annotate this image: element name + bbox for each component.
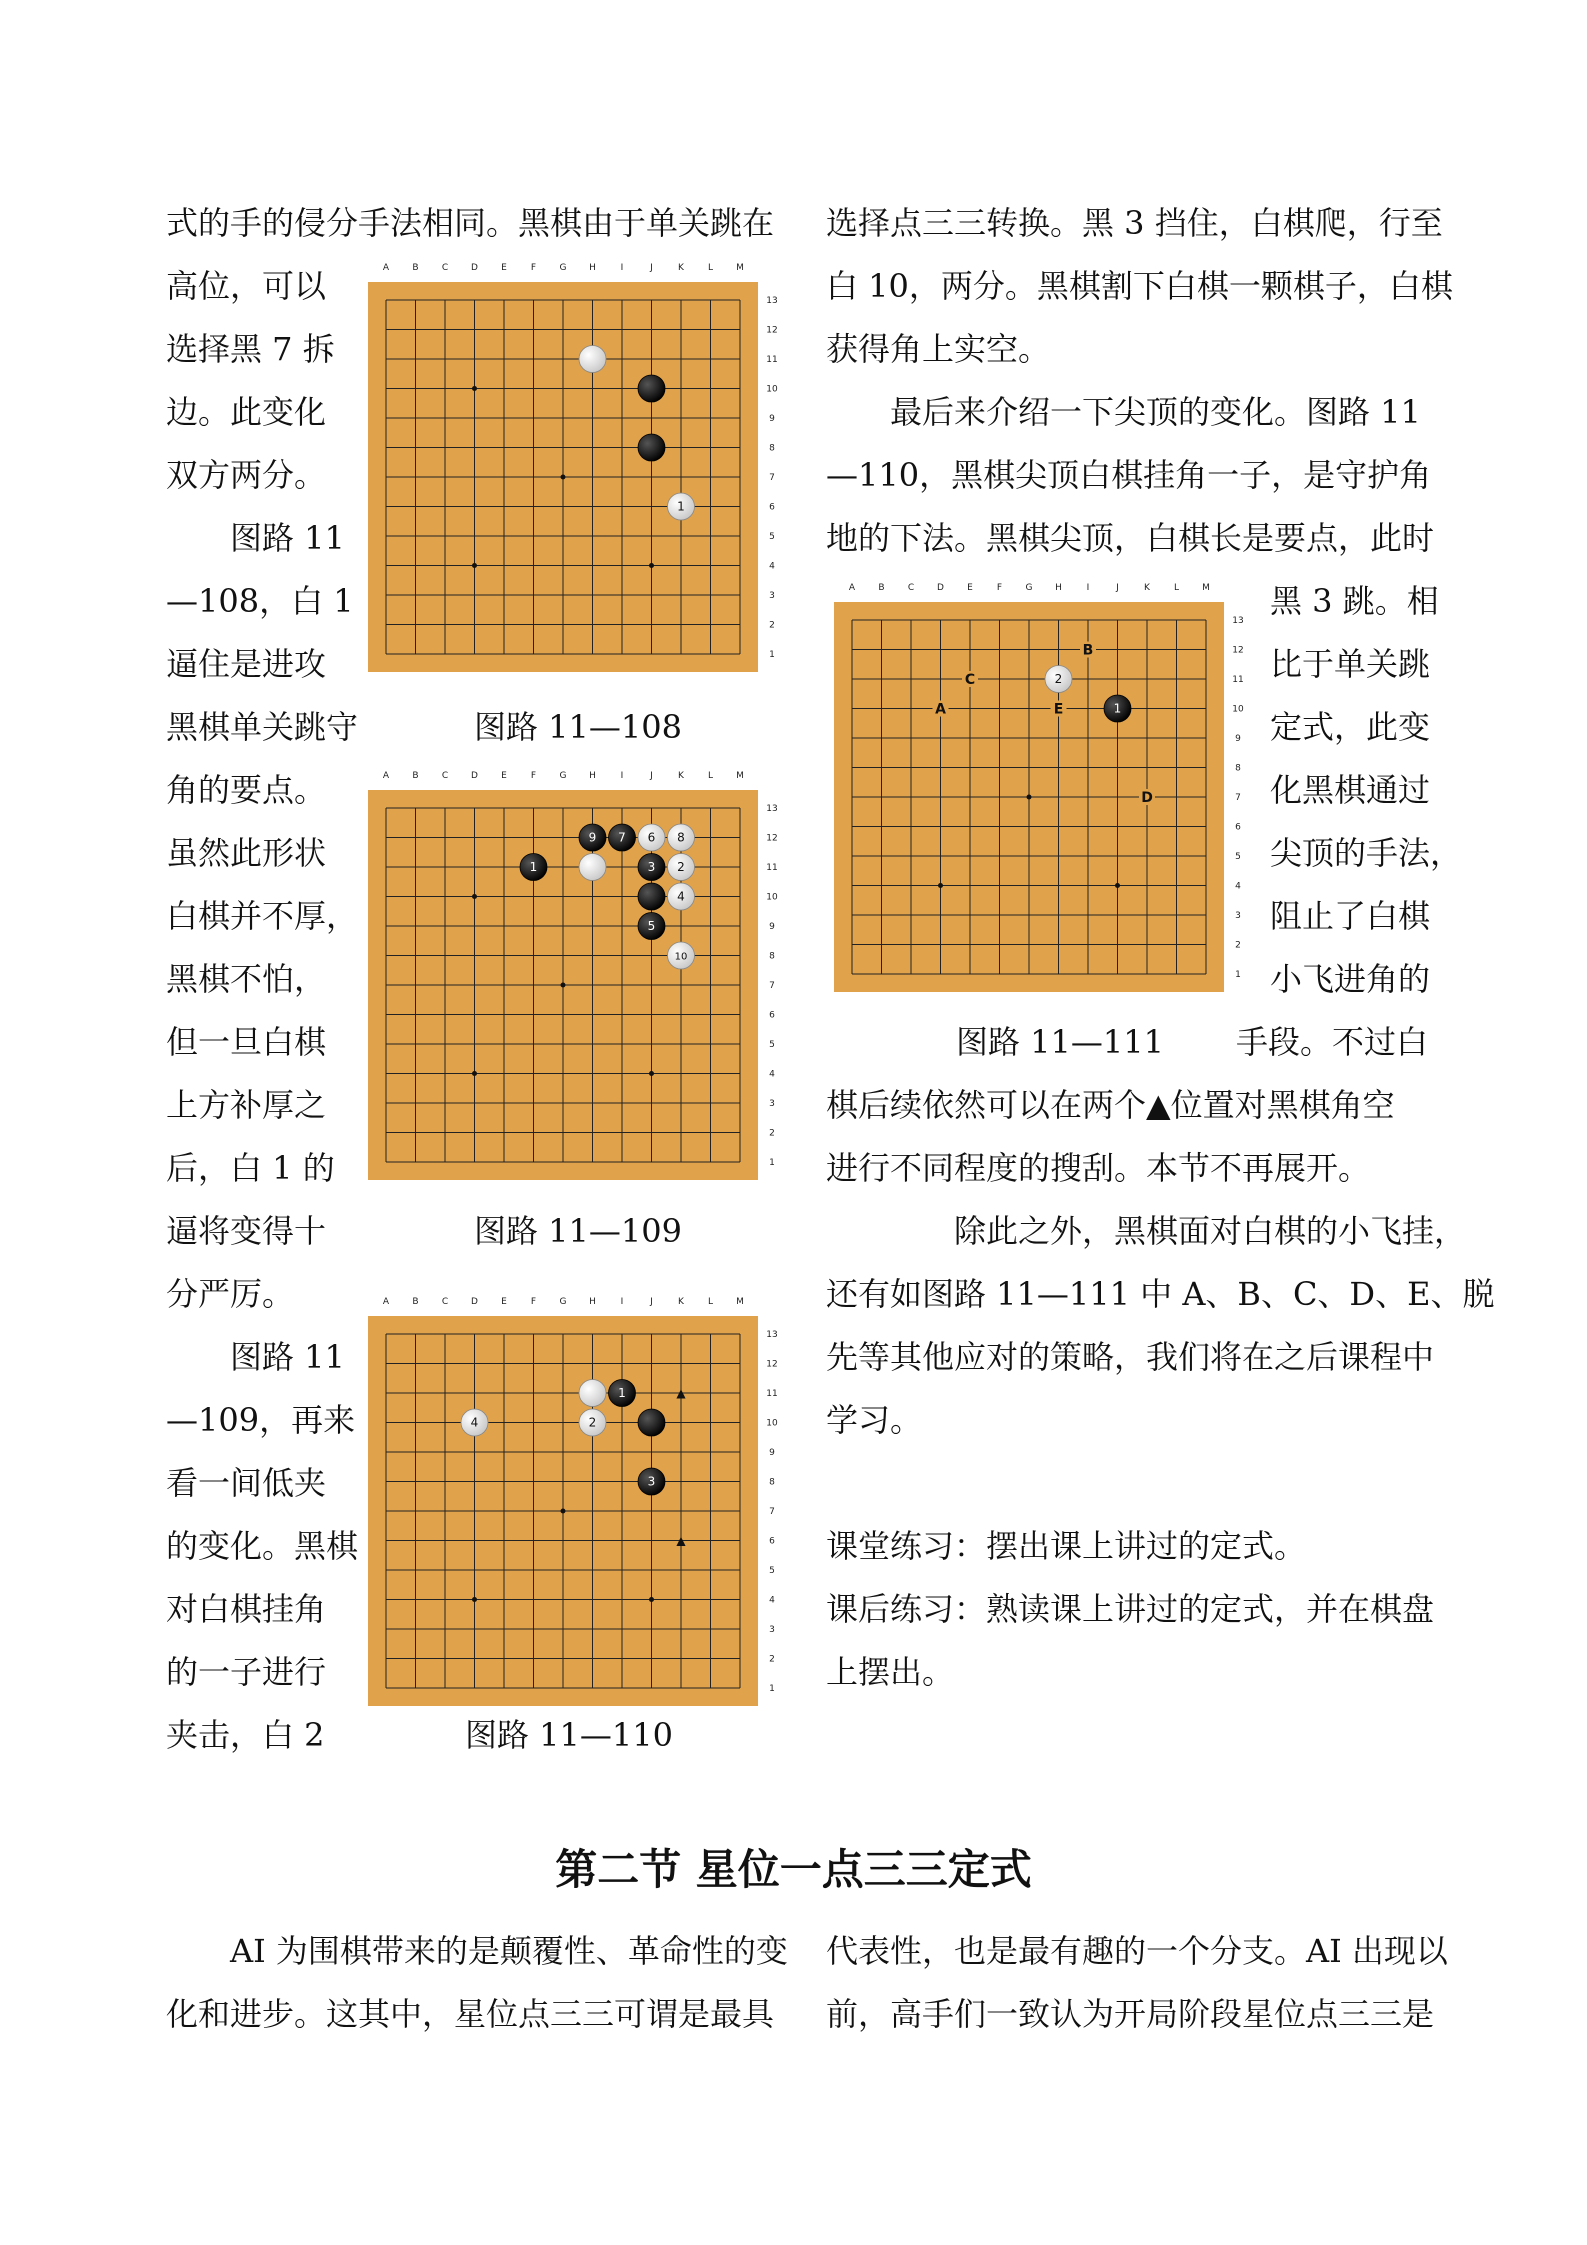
column-label: B — [878, 583, 885, 593]
board-svg — [364, 256, 794, 676]
star-point — [561, 983, 566, 988]
column-label: K — [678, 771, 684, 781]
stone-label: 10 — [674, 951, 688, 963]
text-line: 黑棋不怕， — [166, 960, 327, 998]
column-label: I — [1086, 583, 1090, 593]
text-line: 的一子进行 — [166, 1653, 327, 1691]
row-label: 10 — [766, 892, 778, 903]
star-point — [561, 475, 566, 480]
row-label: 11 — [766, 355, 778, 365]
go-board-fig109 — [364, 764, 794, 1184]
row-label: 3 — [769, 591, 775, 601]
text-line: —110，黑棋尖顶白棋挂角一子，是守护角 — [826, 456, 1432, 494]
column-label: J — [1116, 583, 1119, 593]
column-label: F — [530, 1297, 537, 1307]
text-line: 小飞进角的 — [1270, 960, 1431, 998]
row-label: 13 — [766, 804, 778, 814]
text-line: 看一间低夹 — [166, 1464, 327, 1502]
stone-label: 1 — [677, 499, 685, 514]
column-label: F — [530, 771, 537, 781]
text-line: 阻止了白棋 — [1270, 897, 1431, 935]
column-label: G — [559, 771, 567, 781]
row-label: 8 — [769, 443, 775, 454]
row-label: 7 — [769, 981, 775, 991]
row-label: 5 — [769, 532, 775, 542]
row-label: 10 — [766, 1418, 778, 1429]
star-point — [649, 563, 654, 568]
column-label: A — [848, 583, 856, 593]
star-point — [649, 1071, 654, 1076]
star-point — [472, 1071, 477, 1076]
row-label: 9 — [1235, 734, 1241, 744]
text-line: 黑 3 跳。相 — [1270, 582, 1439, 620]
column-label: J — [650, 263, 653, 273]
row-label: 2 — [1235, 940, 1241, 951]
row-label: 10 — [1232, 704, 1244, 715]
column-label: L — [707, 263, 714, 273]
text-line: —108，白 1 — [166, 582, 354, 620]
star-point — [938, 883, 943, 888]
row-label: 9 — [769, 1448, 775, 1458]
text-line: 定式，此变 — [1270, 708, 1431, 746]
letter-mark: C — [964, 672, 976, 688]
text-line: 化和进步。这其中，星位点三三可谓是最具 — [166, 1995, 775, 2033]
column-label: C — [441, 263, 449, 273]
column-label: D — [937, 583, 944, 593]
row-label: 7 — [769, 473, 775, 483]
row-label: 13 — [766, 1330, 778, 1340]
stone-label: 2 — [677, 860, 685, 874]
row-label: 9 — [769, 414, 775, 424]
text-line: 最后来介绍一下尖顶的变化。图路 11 — [890, 393, 1421, 431]
stone-label: 2 — [1054, 672, 1063, 686]
go-board-fig110 — [364, 1290, 794, 1710]
stone-label: 9 — [588, 830, 597, 845]
text-line: 虽然此形状 — [166, 834, 327, 872]
stone-label: 4 — [470, 1415, 479, 1430]
stone-label: 5 — [647, 919, 656, 933]
row-label: 1 — [1235, 970, 1241, 980]
text-line: 逼将变得十 — [166, 1212, 327, 1250]
text-line: 选择点三三转换。黑 3 挡住，白棋爬，行至 — [826, 204, 1443, 242]
column-label: H — [589, 263, 596, 273]
triangle-mark: ▲ — [676, 1386, 686, 1400]
star-point — [649, 1597, 654, 1602]
row-label: 5 — [769, 1566, 775, 1576]
column-label: L — [1173, 583, 1180, 593]
go-board-fig108 — [364, 256, 794, 676]
star-point — [561, 1509, 566, 1514]
column-label: B — [412, 771, 419, 781]
black-stone — [638, 434, 665, 461]
row-label: 4 — [769, 561, 775, 572]
text-line: 图路 11 — [230, 1338, 345, 1376]
row-label: 6 — [769, 502, 775, 513]
row-label: 13 — [1232, 616, 1244, 626]
stone-label: 4 — [677, 889, 685, 904]
row-label: 7 — [769, 1507, 775, 1517]
black-stone — [638, 375, 665, 402]
column-label: F — [996, 583, 1003, 593]
row-label: 12 — [766, 325, 778, 336]
figure-caption: 图路 11—109 — [474, 1212, 682, 1250]
column-label: C — [907, 583, 915, 593]
star-point — [1027, 795, 1032, 800]
text-line: 双方两分。 — [166, 456, 327, 494]
column-label: C — [441, 1297, 449, 1307]
text-line: 分严厉。 — [166, 1275, 295, 1313]
text-line: 化黑棋通过 — [1270, 771, 1431, 809]
row-label: 12 — [1232, 645, 1244, 656]
stone-label: 7 — [618, 830, 626, 845]
row-label: 11 — [766, 863, 778, 873]
column-label: A — [382, 771, 390, 781]
column-label: A — [382, 263, 390, 273]
text-line: 代表性，也是最有趣的一个分支。AI 出现以 — [826, 1932, 1448, 1970]
column-label: D — [471, 771, 478, 781]
column-label: K — [1144, 583, 1150, 593]
letter-mark: D — [1141, 790, 1153, 806]
section-heading: 第二节 星位一点三三定式 — [555, 1845, 1032, 1894]
row-label: 8 — [769, 951, 775, 962]
column-label: M — [736, 771, 744, 781]
row-label: 4 — [769, 1595, 775, 1606]
column-label: C — [441, 771, 449, 781]
board-svg — [364, 1290, 794, 1710]
column-label: H — [1055, 583, 1062, 593]
text-line: 课堂练习：摆出课上讲过的定式。 — [826, 1527, 1307, 1565]
text-line: —109，再来 — [166, 1401, 356, 1439]
star-point — [472, 386, 477, 391]
column-label: B — [412, 263, 419, 273]
row-label: 2 — [769, 1654, 775, 1665]
text-line: 上方补厚之 — [166, 1086, 327, 1124]
row-label: 11 — [1232, 675, 1244, 685]
text-line: 式的手的侵分手法相同。黑棋由于单关跳在 — [166, 204, 775, 242]
text-line: AI 为围棋带来的是颠覆性、革命性的变 — [230, 1932, 788, 1970]
column-label: H — [589, 1297, 596, 1307]
text-line: 但一旦白棋 — [166, 1023, 327, 1061]
row-label: 12 — [766, 1359, 778, 1370]
column-label: M — [736, 1297, 744, 1307]
black-stone — [638, 1409, 665, 1436]
text-line: 地的下法。黑棋尖顶，白棋长是要点，此时 — [826, 519, 1435, 557]
row-label: 12 — [766, 833, 778, 844]
column-label: L — [707, 1297, 714, 1307]
row-label: 1 — [769, 1684, 775, 1694]
column-label: G — [1025, 583, 1033, 593]
column-label: E — [501, 771, 507, 781]
text-line: 高位，可以 — [166, 267, 327, 305]
text-line: 黑棋单关跳守 — [166, 708, 359, 746]
triangle-mark: ▲ — [676, 1533, 686, 1548]
row-label: 6 — [769, 1010, 775, 1021]
text-line: 逼住是进攻 — [166, 645, 327, 683]
text-line: 图路 11 — [230, 519, 345, 557]
text-line: 手段。不过白 — [1236, 1023, 1429, 1061]
text-line: 白棋并不厚， — [166, 897, 359, 935]
stone-label: 2 — [588, 1415, 597, 1430]
text-line: 先等其他应对的策略，我们将在之后课程中 — [826, 1338, 1435, 1376]
column-label: J — [650, 1297, 653, 1307]
row-label: 6 — [1235, 822, 1241, 833]
column-label: G — [559, 1297, 567, 1307]
column-label: D — [471, 263, 478, 273]
text-line: 对白棋挂角 — [166, 1590, 327, 1628]
column-label: M — [736, 263, 744, 273]
text-line: 学习。 — [826, 1401, 923, 1439]
column-label: I — [620, 263, 624, 273]
row-label: 7 — [1235, 793, 1241, 803]
row-label: 11 — [766, 1389, 778, 1399]
text-line: 夹击，白 2 — [166, 1716, 325, 1754]
text-line: 比于单关跳 — [1270, 645, 1431, 683]
row-label: 3 — [769, 1625, 775, 1635]
figure-caption: 图路 11—108 — [474, 708, 682, 746]
letter-mark: E — [1053, 701, 1064, 718]
text-line: 课后练习：熟读课上讲过的定式，并在棋盘 — [826, 1590, 1435, 1628]
column-label: E — [967, 583, 973, 593]
row-label: 5 — [769, 1040, 775, 1050]
row-label: 9 — [769, 922, 775, 932]
text-line: 尖顶的手法， — [1270, 834, 1463, 872]
row-label: 10 — [766, 384, 778, 395]
stone-label: 1 — [529, 860, 538, 874]
column-label: H — [589, 771, 596, 781]
row-label: 6 — [769, 1536, 775, 1547]
row-label: 8 — [769, 1477, 775, 1488]
row-label: 2 — [769, 620, 775, 631]
column-label: M — [1202, 583, 1210, 593]
text-line: 白 10，两分。黑棋割下白棋一颗棋子，白棋 — [826, 267, 1453, 305]
row-label: 4 — [1235, 881, 1241, 892]
board-svg — [364, 764, 794, 1184]
text-line: 获得角上实空。 — [826, 330, 1051, 368]
column-label: D — [471, 1297, 478, 1307]
row-label: 5 — [1235, 852, 1241, 862]
black-stone — [638, 883, 665, 910]
text-line: 进行不同程度的搜刮。本节不再展开。 — [826, 1149, 1371, 1187]
column-label: E — [501, 1297, 507, 1307]
text-line: 的变化。黑棋 — [166, 1527, 359, 1565]
letter-mark: B — [1082, 642, 1094, 659]
stone-label: 1 — [618, 1386, 626, 1400]
row-label: 3 — [769, 1099, 775, 1109]
text-line: 后，白 1 的 — [166, 1149, 335, 1187]
text-line: 还有如图路 11—111 中 A、B、C、D、E、脱 — [826, 1275, 1495, 1313]
white-stone — [579, 346, 606, 373]
row-label: 8 — [1235, 763, 1241, 774]
column-label: J — [650, 771, 653, 781]
column-label: F — [530, 263, 537, 273]
column-label: K — [678, 263, 684, 273]
star-point — [472, 1597, 477, 1602]
text-line: 前，高手们一致认为开局阶段星位点三三是 — [826, 1995, 1435, 2033]
text-line: 除此之外，黑棋面对白棋的小飞挂， — [954, 1212, 1467, 1250]
text-line: 选择黑 7 拆 — [166, 330, 335, 368]
text-line: 边。此变化 — [166, 393, 327, 431]
stone-label: 3 — [647, 860, 656, 874]
column-label: B — [412, 1297, 419, 1307]
figure-caption: 图路 11—111 — [956, 1023, 1164, 1061]
row-label: 2 — [769, 1128, 775, 1139]
column-label: K — [678, 1297, 684, 1307]
row-label: 1 — [769, 1158, 775, 1168]
row-label: 13 — [766, 296, 778, 306]
star-point — [472, 563, 477, 568]
text-line: 棋后续依然可以在两个▲位置对黑棋角空 — [826, 1086, 1395, 1124]
row-label: 1 — [769, 650, 775, 660]
text-line: 上摆出。 — [826, 1653, 955, 1691]
stone-label: 8 — [677, 830, 685, 845]
star-point — [472, 894, 477, 899]
column-label: I — [620, 1297, 624, 1307]
stone-label: 3 — [647, 1474, 656, 1489]
text-line: 角的要点。 — [166, 771, 327, 809]
row-label: 4 — [769, 1069, 775, 1080]
column-label: I — [620, 771, 624, 781]
stone-label: 1 — [1113, 701, 1122, 716]
figure-caption: 图路 11—110 — [465, 1716, 673, 1754]
white-stone — [579, 854, 606, 881]
row-label: 3 — [1235, 911, 1241, 921]
white-stone — [579, 1380, 606, 1407]
star-point — [1115, 883, 1120, 888]
column-label: G — [559, 263, 567, 273]
column-label: A — [382, 1297, 390, 1307]
letter-mark: A — [935, 701, 946, 718]
stone-label: 6 — [647, 830, 656, 845]
board-svg — [830, 576, 1260, 996]
column-label: L — [707, 771, 714, 781]
go-board-fig111 — [830, 576, 1260, 996]
column-label: E — [501, 263, 507, 273]
